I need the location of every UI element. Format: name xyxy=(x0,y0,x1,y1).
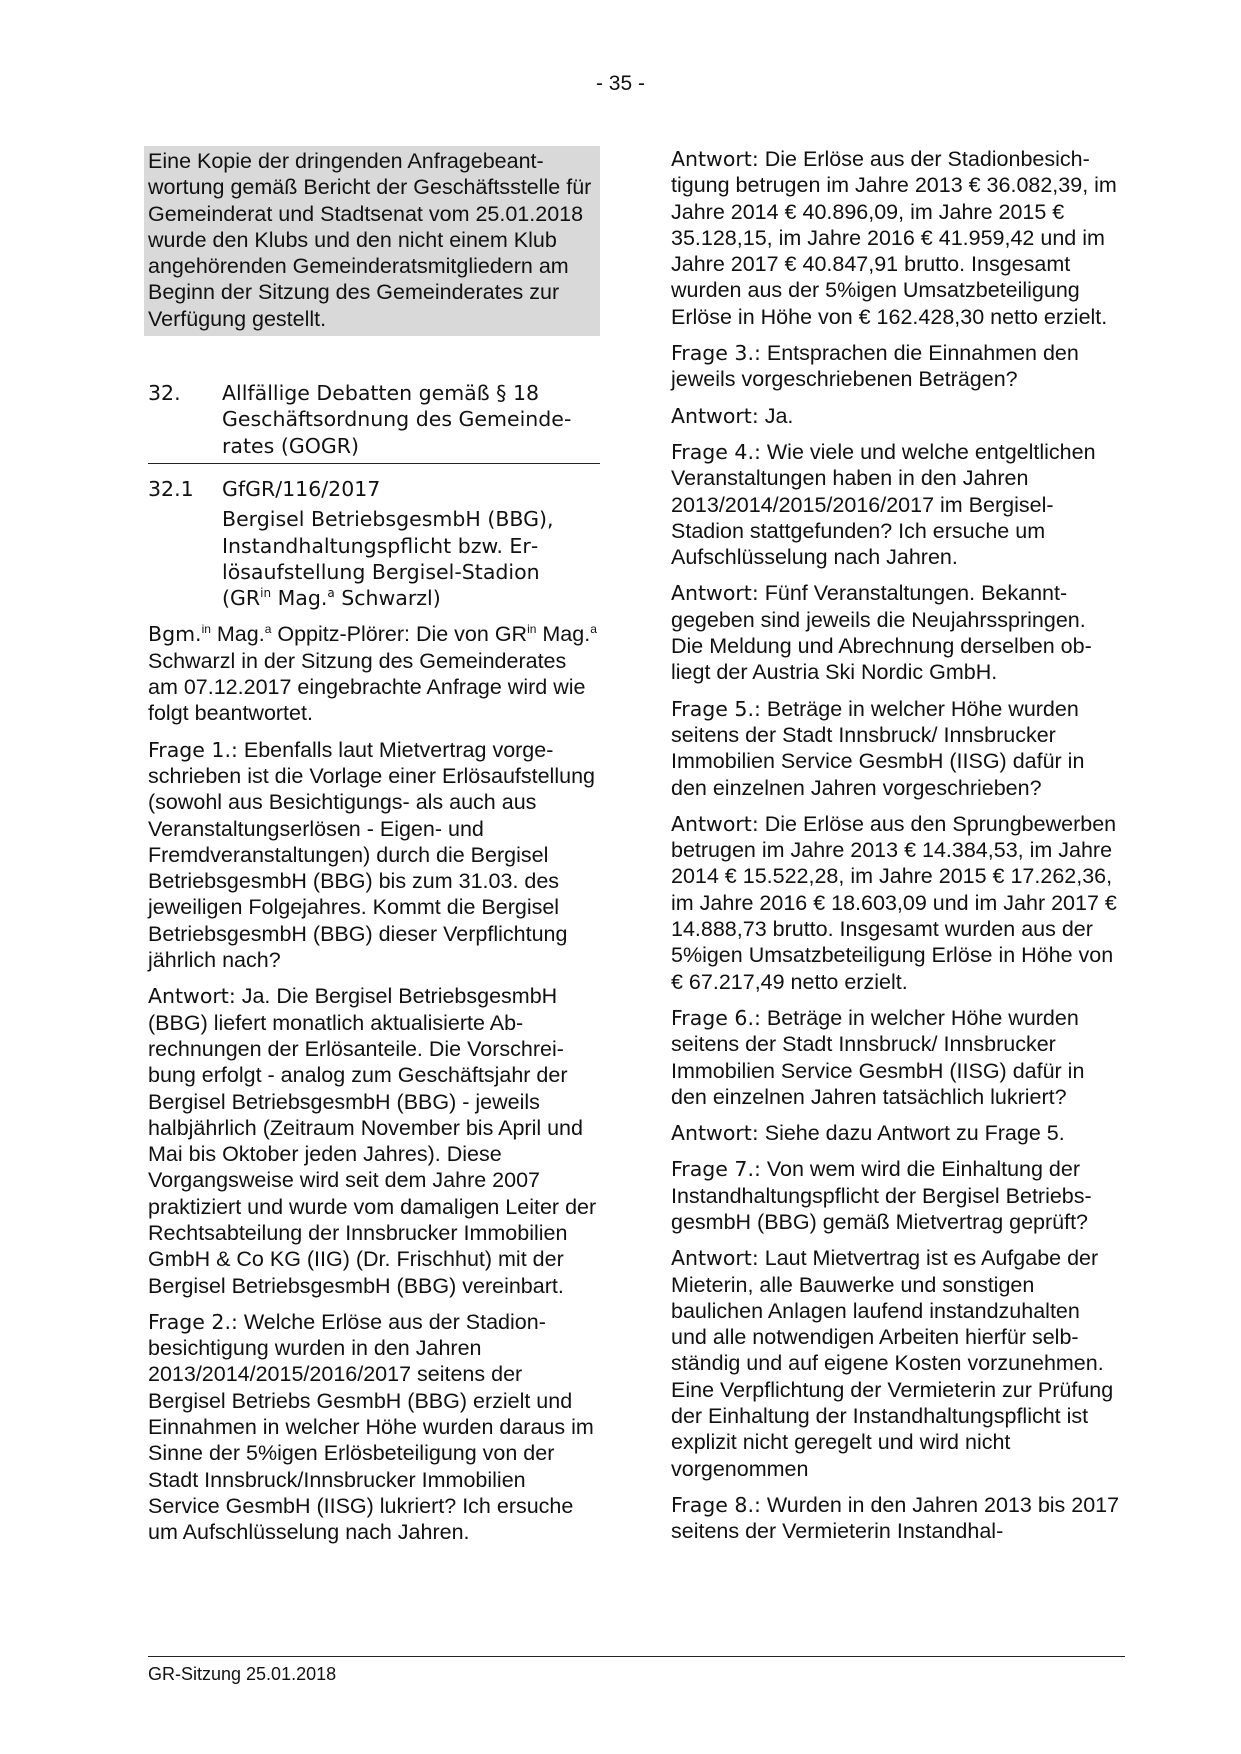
answer-1: Antwort: Ja. Die Bergisel BetriebsgesmbH (BBG) liefert monatlich aktualisierte Abrechnungen der Erlösanteile. Die Vorschreibung erfolgt - analog zum Geschäftsjahr der Bergisel BetriebsgesmbH (BBG) - jeweils halbjährlich (Zeitraum November bis April und Mai bis Oktober jeden Jahres). Diese Vorgangsweise wird seit dem Jahre 2007 praktiziert und wurde vom damaligen Leiter der Rechtsabteilung der Innsbrucker Immobilien GmbH & Co KG (IIG) (Dr. Frischhut) mit der Bergisel BetriebsgesmbH (BBG) vereinbart. xyxy=(148,984,597,1298)
question-label: Frage 7.: xyxy=(671,1157,761,1182)
intro-paragraph: Bgm.$^{in}$ Mag.$^a$ Oppitz-Plörer: Die von $GR^{in}$ Mag.$^a$ Schwarzl in der Sitzung des Gemeinderates am 07.12.2017 eingebrachte Anfrage wird wie folgt beantwortet. xyxy=(148,622,597,726)
right-column xyxy=(671,146,1121,1555)
page-number: - 35 - xyxy=(595,72,645,95)
copy-notice: Eine Kopie der dringenden Anfragebeantwortung gemäß Bericht der Geschäftsstelle für Gemeinderat und Stadtsenat vom 25.01.2018 wurde den Klubs und den nicht einem Klub angehörenden Gemeinderatsmitgliedern am Beginn der Sitzung des Gemeinderates zur Verfügung gestellt. xyxy=(144,146,600,336)
question-5: Frage 5.: Beträge in welcher Höhe wurden seitens der Stadt Innsbruck/ Innsbrucker Immobilien Service GesmbH (IISG) dafür in den einzelnen Jahren vorgeschrieben? xyxy=(671,696,1085,800)
question-label: Frage 3.: xyxy=(671,341,761,366)
question-3: Frage 3.: Entsprachen die Einnahmen den jeweils vorgeschriebenen Beträgen? xyxy=(671,341,1079,392)
section-number: 32. xyxy=(148,381,181,406)
question-6: Frage 6.: Beträge in welcher Höhe wurden seitens der Stadt Innsbruck/ Innsbrucker Immobilien Service GesmbH (IISG) dafür in den einzelnen Jahren tatsächlich lukriert? xyxy=(671,1005,1085,1109)
answer-label: Antwort: xyxy=(671,1121,759,1146)
question-label: Frage 4.: xyxy=(671,439,761,464)
item-subject-text: Bergisel BetriebsgesmbH (BBG), Instandhaltungspflicht bzw. Erlösaufstellung Bergisel-Stadion xyxy=(222,507,554,584)
item-author: ($GR^{in}$ Mag.$^a$ Schwarzl) xyxy=(222,586,441,611)
footer-divider xyxy=(148,1656,1125,1657)
answer-6: Antwort: Siehe dazu Antwort zu Frage 5. xyxy=(671,1121,1065,1146)
answer-label: Antwort: xyxy=(148,984,236,1009)
section-heading xyxy=(148,380,600,464)
question-label: Frage 1.: xyxy=(148,737,238,762)
question-8: Frage 8.: Wurden in den Jahren 2013 bis 2017 seitens der Vermieterin Instandhal- xyxy=(671,1492,1120,1544)
question-7: Frage 7.: Von wem wird die Einhaltung der Instandhaltungspflicht der Bergisel BetriebsgesmbH (BBG) gemäß Mietvertrag geprüft? xyxy=(671,1157,1092,1234)
question-4: Frage 4.: Wie viele und welche entgeltlichen Veranstaltungen haben in den Jahren 2013/2014/2015/2016/2017 im Bergisel-Stadion stattgefunden? Ich ersuche um Aufschlüsselung nach Jahren. xyxy=(671,439,1096,570)
question-label: Frage 2.: xyxy=(148,1309,238,1334)
footer-text: GR-Sitzung 25.01.2018 xyxy=(148,1664,337,1684)
question-label: Frage 6.: xyxy=(671,1005,761,1030)
question-2: Frage 2.: Welche Erlöse aus der Stadionbesichtigung wurden in den Jahren 2013/2014/2015/2016/2017 seitens der Bergisel Betriebs GesmbH (BBG) erzielt und Einnahmen in welcher Höhe wurden daraus im Sinne der 5%igen Erlösbeteiligung von der Stadt Innsbruck/Innsbrucker Immobilien Service GesmbH (IISG) lukriert? Ich ersuche um Aufschlüsselung nach Jahren. xyxy=(148,1309,594,1545)
answer-7: Antwort: Laut Mietvertrag ist es Aufgabe der Mieterin, alle Bauwerke und sonstigen baulichen Anlagen laufend instandzuhalten und alle notwendigen Arbeiten hierfür selbständig und auf eigene Kosten vorzunehmen. Eine Verpflichtung der Vermieterin zur Prüfung der Einhaltung der Instandhaltungspflicht ist explizit nicht geregelt und wird nicht vorgenommen xyxy=(671,1246,1114,1481)
answer-label: Antwort: xyxy=(671,403,759,428)
answer-label: Antwort: xyxy=(671,811,759,836)
question-label: Frage 5.: xyxy=(671,696,761,721)
answer-5: Antwort: Die Erlöse aus den Sprungbewerben betrugen im Jahre 2013 € 14.384,53, im Jahre 2014 € 15.522,28, im Jahre 2015 € 17.262,36, im Jahre 2016 € 18.603,09 und im Jahr 2017 € 14.888,73 brutto. Insgesamt wurden aus der 5%igen Umsatzbeteiligung Erlöse in Höhe von € 67.217,49 netto erzielt. xyxy=(671,811,1117,994)
answer-label: Antwort: xyxy=(671,1246,759,1271)
question-label: Frage 8.: xyxy=(671,1492,761,1517)
item-reference: GfGR/116/2017 xyxy=(222,476,381,501)
answer-4: Antwort: Fünf Veranstaltungen. Bekanntgegeben sind jeweils die Neujahrsspringen. Die Meldung und Abrechnung derselben obliegt der Austria Ski Nordic GmbH. xyxy=(671,581,1092,685)
answer-2: Antwort: Die Erlöse aus der Stadionbesichtigung betrugen im Jahre 2013 € 36.082,39, im Jahre 2014 € 40.896,09, im Jahre 2015 € 35.128,15, im Jahre 2016 € 41.959,42 und im Jahre 2017 € 40.847,91 brutto. Insgesamt wurden aus der 5%igen Umsatzbeteiligung Erlöse in Höhe von € 162.428,30 netto erzielt. xyxy=(671,147,1117,329)
answer-label: Antwort: xyxy=(671,581,759,606)
section-title: Allfällige Debatten gemäß § 18 Geschäftsordnung des Gemeinderates (GOGR) xyxy=(222,381,572,458)
question-1: Frage 1.: Ebenfalls laut Mietvertrag vorgeschrieben ist die Vorlage einer Erlösaufstellung (sowohl aus Besichtigungs- als auch aus Veranstaltungserlösen - Eigen- und Fremdveranstaltungen) durch die Bergisel BetriebsgesmbH (BBG) bis zum 31.03. des jeweiligen Folgejahres. Kommt die Bergisel BetriebsgesmbH (BBG) dieser Verpflichtung jährlich nach? xyxy=(148,737,595,973)
answer-3: Antwort: Ja. xyxy=(671,403,794,428)
item-number: 32.1 xyxy=(148,476,194,501)
answer-label: Antwort: xyxy=(671,147,759,171)
item-heading xyxy=(148,476,600,502)
item-subject xyxy=(222,506,600,611)
left-column xyxy=(148,146,600,1556)
